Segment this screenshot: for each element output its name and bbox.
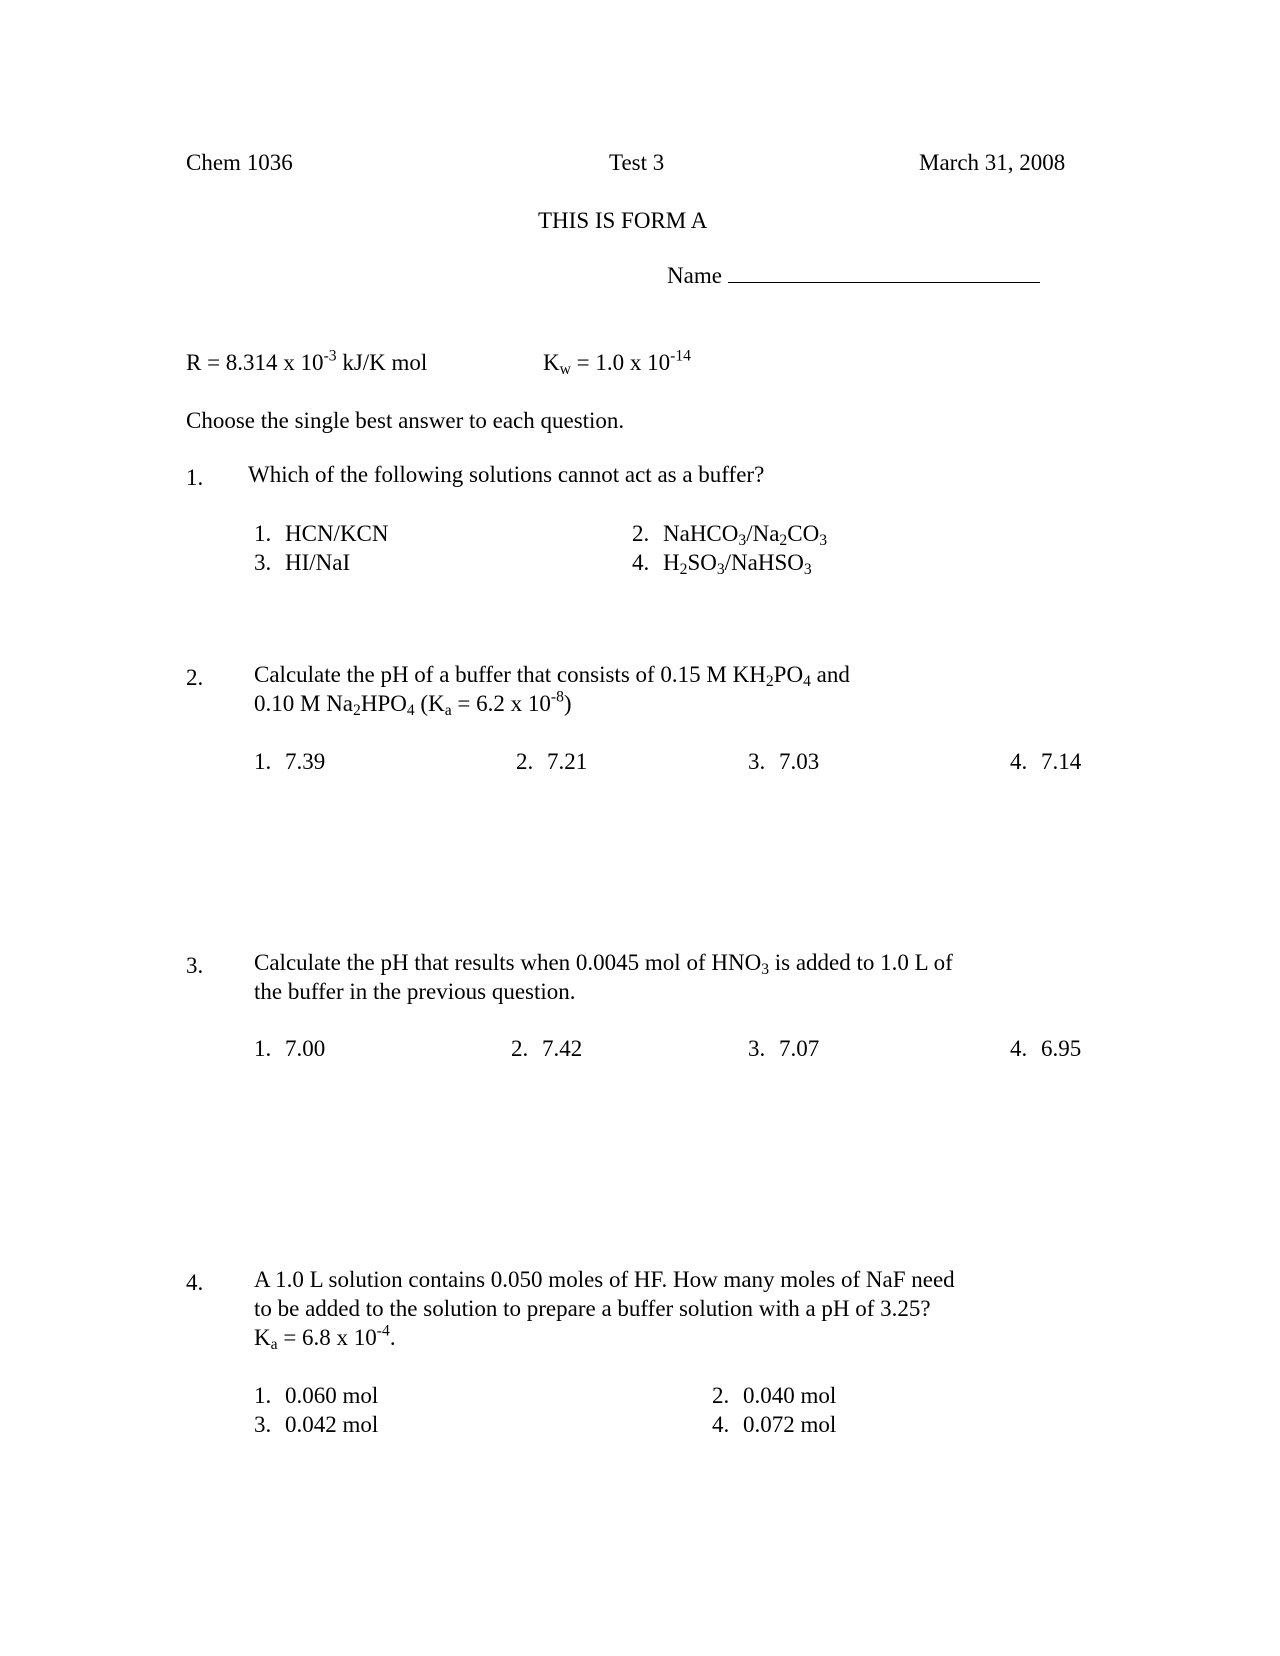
- question-2-option-1[interactable]: 1. 7.39: [254, 749, 326, 774]
- question-3-option-4[interactable]: 4. 6.95: [1010, 1036, 1082, 1061]
- question-4-option-1[interactable]: 1. 0.060 mol: [254, 1383, 379, 1408]
- question-1-option-2[interactable]: 2. $NaHCO_3/Na_2CO_3$: [632, 521, 827, 549]
- question-4-option-3[interactable]: 3. 0.042 mol: [254, 1412, 379, 1437]
- question-2-option-3[interactable]: 3. 7.03: [748, 749, 820, 774]
- question-1-text: Which of the following solutions cannot act as a buffer?: [248, 462, 765, 487]
- question-3-text-line-1: Calculate the pH that results when 0.0045 mol of $HNO_3$ is added to 1.0 L of: [254, 950, 953, 978]
- name-blank-line[interactable]: [728, 262, 1040, 283]
- question-4-option-4[interactable]: 4. 0.072 mol: [712, 1412, 837, 1437]
- question-1-number: 1.: [186, 465, 204, 490]
- question-3-option-1[interactable]: 1. 7.00: [254, 1036, 326, 1061]
- question-2-option-4[interactable]: 4. 7.14: [1010, 749, 1082, 774]
- course-title: Chem 1036: [186, 150, 293, 175]
- question-2-text-line-1: Calculate the pH of a buffer that consists of 0.15 M $KH_2PO_4$ and: [254, 662, 850, 690]
- form-label: THIS IS FORM A: [538, 208, 708, 233]
- question-4-number: 4.: [186, 1270, 204, 1295]
- question-2-number: 2.: [186, 665, 204, 690]
- question-2-option-2[interactable]: 2. 7.21: [516, 749, 588, 774]
- question-4-option-2[interactable]: 2. 0.040 mol: [712, 1383, 837, 1408]
- question-4-text-line-2: to be added to the solution to prepare a buffer solution with a pH of 3.25?: [254, 1296, 931, 1321]
- test-title: Test 3: [609, 150, 665, 175]
- question-1-option-1[interactable]: 1. HCN/KCN: [254, 521, 389, 546]
- question-3-option-3[interactable]: 3. 7.07: [748, 1036, 820, 1061]
- question-2-text-line-2: 0.10 M $Na_2HPO_4$ ($K_a = 6.2$ x $10^{-8}$): [254, 688, 572, 719]
- name-label: Name: [667, 263, 722, 288]
- name-field[interactable]: [667, 262, 1040, 291]
- question-3-number: 3.: [186, 953, 204, 978]
- question-3-text-line-2: the buffer in the previous question.: [254, 979, 576, 1004]
- test-date: March 31, 2008: [919, 150, 1066, 175]
- question-3-option-2[interactable]: 2. 7.42: [511, 1036, 583, 1061]
- question-1-option-3[interactable]: 3. HI/NaI: [254, 550, 351, 575]
- water-constant: $K_w = 1.0$ x $10^{-14}$: [543, 347, 691, 378]
- question-4-text-line-3: $K_a = 6.8$ x $10^{-4}$.: [254, 1322, 396, 1353]
- question-4-text-line-1: A 1.0 L solution contains 0.050 moles of HF. How many moles of NaF need: [254, 1267, 955, 1292]
- question-1-option-4[interactable]: 4. $H_2SO_3/NaHSO_3$: [632, 550, 812, 578]
- gas-constant: R = 8.314 x $10^{-3}$ kJ/K mol: [186, 347, 428, 375]
- instructions: Choose the single best answer to each question.: [186, 408, 625, 433]
